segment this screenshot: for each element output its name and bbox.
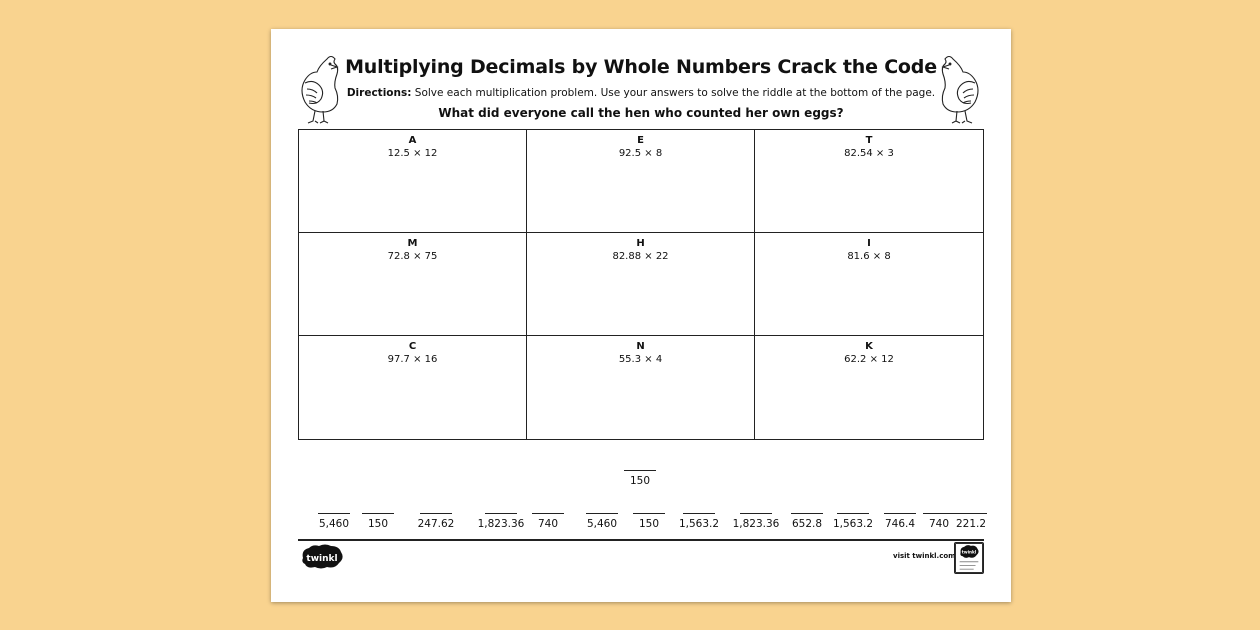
answer-blank-line [362, 513, 394, 514]
problem-letter: E [637, 135, 644, 146]
code-answer-value: 150 [638, 518, 660, 530]
answer-blank-line [740, 513, 772, 514]
code-answer-slot[interactable] [311, 513, 357, 530]
problem-letter: M [407, 238, 418, 249]
code-answer-value: 150 [629, 475, 651, 487]
problem-expression: 62.2 × 12 [844, 354, 894, 365]
answer-blank-line [532, 513, 564, 514]
code-answer-value: 247.62 [417, 518, 455, 530]
answer-blank-line [683, 513, 715, 514]
problem-expression: 97.7 × 16 [387, 354, 438, 365]
problem-letter: A [408, 135, 417, 146]
problem-cell[interactable] [755, 130, 983, 233]
problem-expression: 55.3 × 4 [618, 354, 663, 365]
code-answer-value: 1,823.36 [477, 518, 525, 530]
logo-text: twinkl [306, 554, 338, 564]
code-answer-slot[interactable] [531, 513, 565, 530]
problem-cell[interactable] [299, 130, 527, 233]
visit-twinkl-link[interactable]: visit twinkl.com [893, 552, 956, 560]
code-answer-slot[interactable] [623, 470, 657, 487]
problem-expression: 81.6 × 8 [847, 251, 891, 262]
riddle-question: What did everyone call the hen who counted her own eggs? [438, 106, 844, 120]
problem-expression: 12.5 × 12 [387, 148, 438, 159]
worksheet-title: Multiplying Decimals by Whole Numbers Crack the Code [345, 56, 937, 78]
code-answer-slot[interactable] [726, 513, 786, 530]
code-answer-slot[interactable] [579, 513, 625, 530]
problem-letter: K [865, 341, 873, 352]
problem-letter: C [408, 341, 417, 352]
problem-cell[interactable] [755, 336, 983, 439]
code-answer-value: 740 [928, 518, 950, 530]
problem-letter: I [867, 238, 871, 249]
problem-expression: 82.54 × 3 [844, 148, 894, 159]
code-answer-value: 652.8 [791, 518, 823, 530]
code-answer-value: 1,563.2 [832, 518, 874, 530]
directions-text: Solve each multiplication problem. Use your answers to solve the riddle at the bottom of the page. [411, 87, 936, 99]
problem-expression: 72.8 × 75 [387, 251, 438, 262]
twinkl-logo[interactable] [299, 544, 345, 570]
problem-grid [298, 129, 984, 440]
answer-blank-line [633, 513, 665, 514]
problem-expression: 92.5 × 8 [618, 148, 663, 159]
code-answer-slot[interactable] [877, 513, 923, 530]
code-answer-value: 740 [537, 518, 559, 530]
answer-blank-line [624, 470, 656, 471]
directions-label: Directions: [346, 87, 412, 99]
code-answer-value: 5,460 [318, 518, 350, 530]
badge-text: twinkl [961, 549, 977, 555]
code-answer-slot[interactable] [471, 513, 531, 530]
code-answer-slot[interactable] [413, 513, 459, 530]
code-answer-row [311, 513, 987, 533]
problem-cell[interactable] [299, 233, 527, 336]
code-answer-slot[interactable] [631, 513, 667, 530]
answer-blank-line [837, 513, 869, 514]
code-answer-value: 150 [367, 518, 389, 530]
problem-letter: T [865, 135, 873, 146]
code-answer-value: 5,460 [586, 518, 618, 530]
answer-blank-line [318, 513, 350, 514]
answer-blank-line [791, 513, 823, 514]
code-answer-value: 1,823.36 [732, 518, 780, 530]
code-answer-value: 221.2 [955, 518, 987, 530]
answer-blank-line [420, 513, 452, 514]
directions [271, 87, 1011, 99]
answer-blank-line [955, 513, 987, 514]
answer-blank-line [586, 513, 618, 514]
problem-cell[interactable] [527, 233, 755, 336]
problem-letter: H [636, 238, 645, 249]
quality-badge-icon [954, 542, 984, 574]
problem-cell[interactable] [527, 336, 755, 439]
code-answer-value: 1,563.2 [678, 518, 720, 530]
code-answer-value: 746.4 [884, 518, 916, 530]
code-answer-slot[interactable] [673, 513, 725, 530]
footer-divider [298, 539, 984, 541]
worksheet-page [271, 29, 1011, 602]
problem-cell[interactable] [755, 233, 983, 336]
code-answer-slot[interactable] [951, 513, 991, 530]
problem-cell[interactable] [299, 336, 527, 439]
problem-cell[interactable] [527, 130, 755, 233]
problem-letter: N [636, 341, 645, 352]
problem-expression: 82.88 × 22 [612, 251, 669, 262]
answer-blank-line [884, 513, 916, 514]
answer-blank-line [485, 513, 517, 514]
code-answer-slot[interactable] [360, 513, 396, 530]
code-answer-slot[interactable] [827, 513, 879, 530]
code-answer-slot[interactable] [785, 513, 829, 530]
